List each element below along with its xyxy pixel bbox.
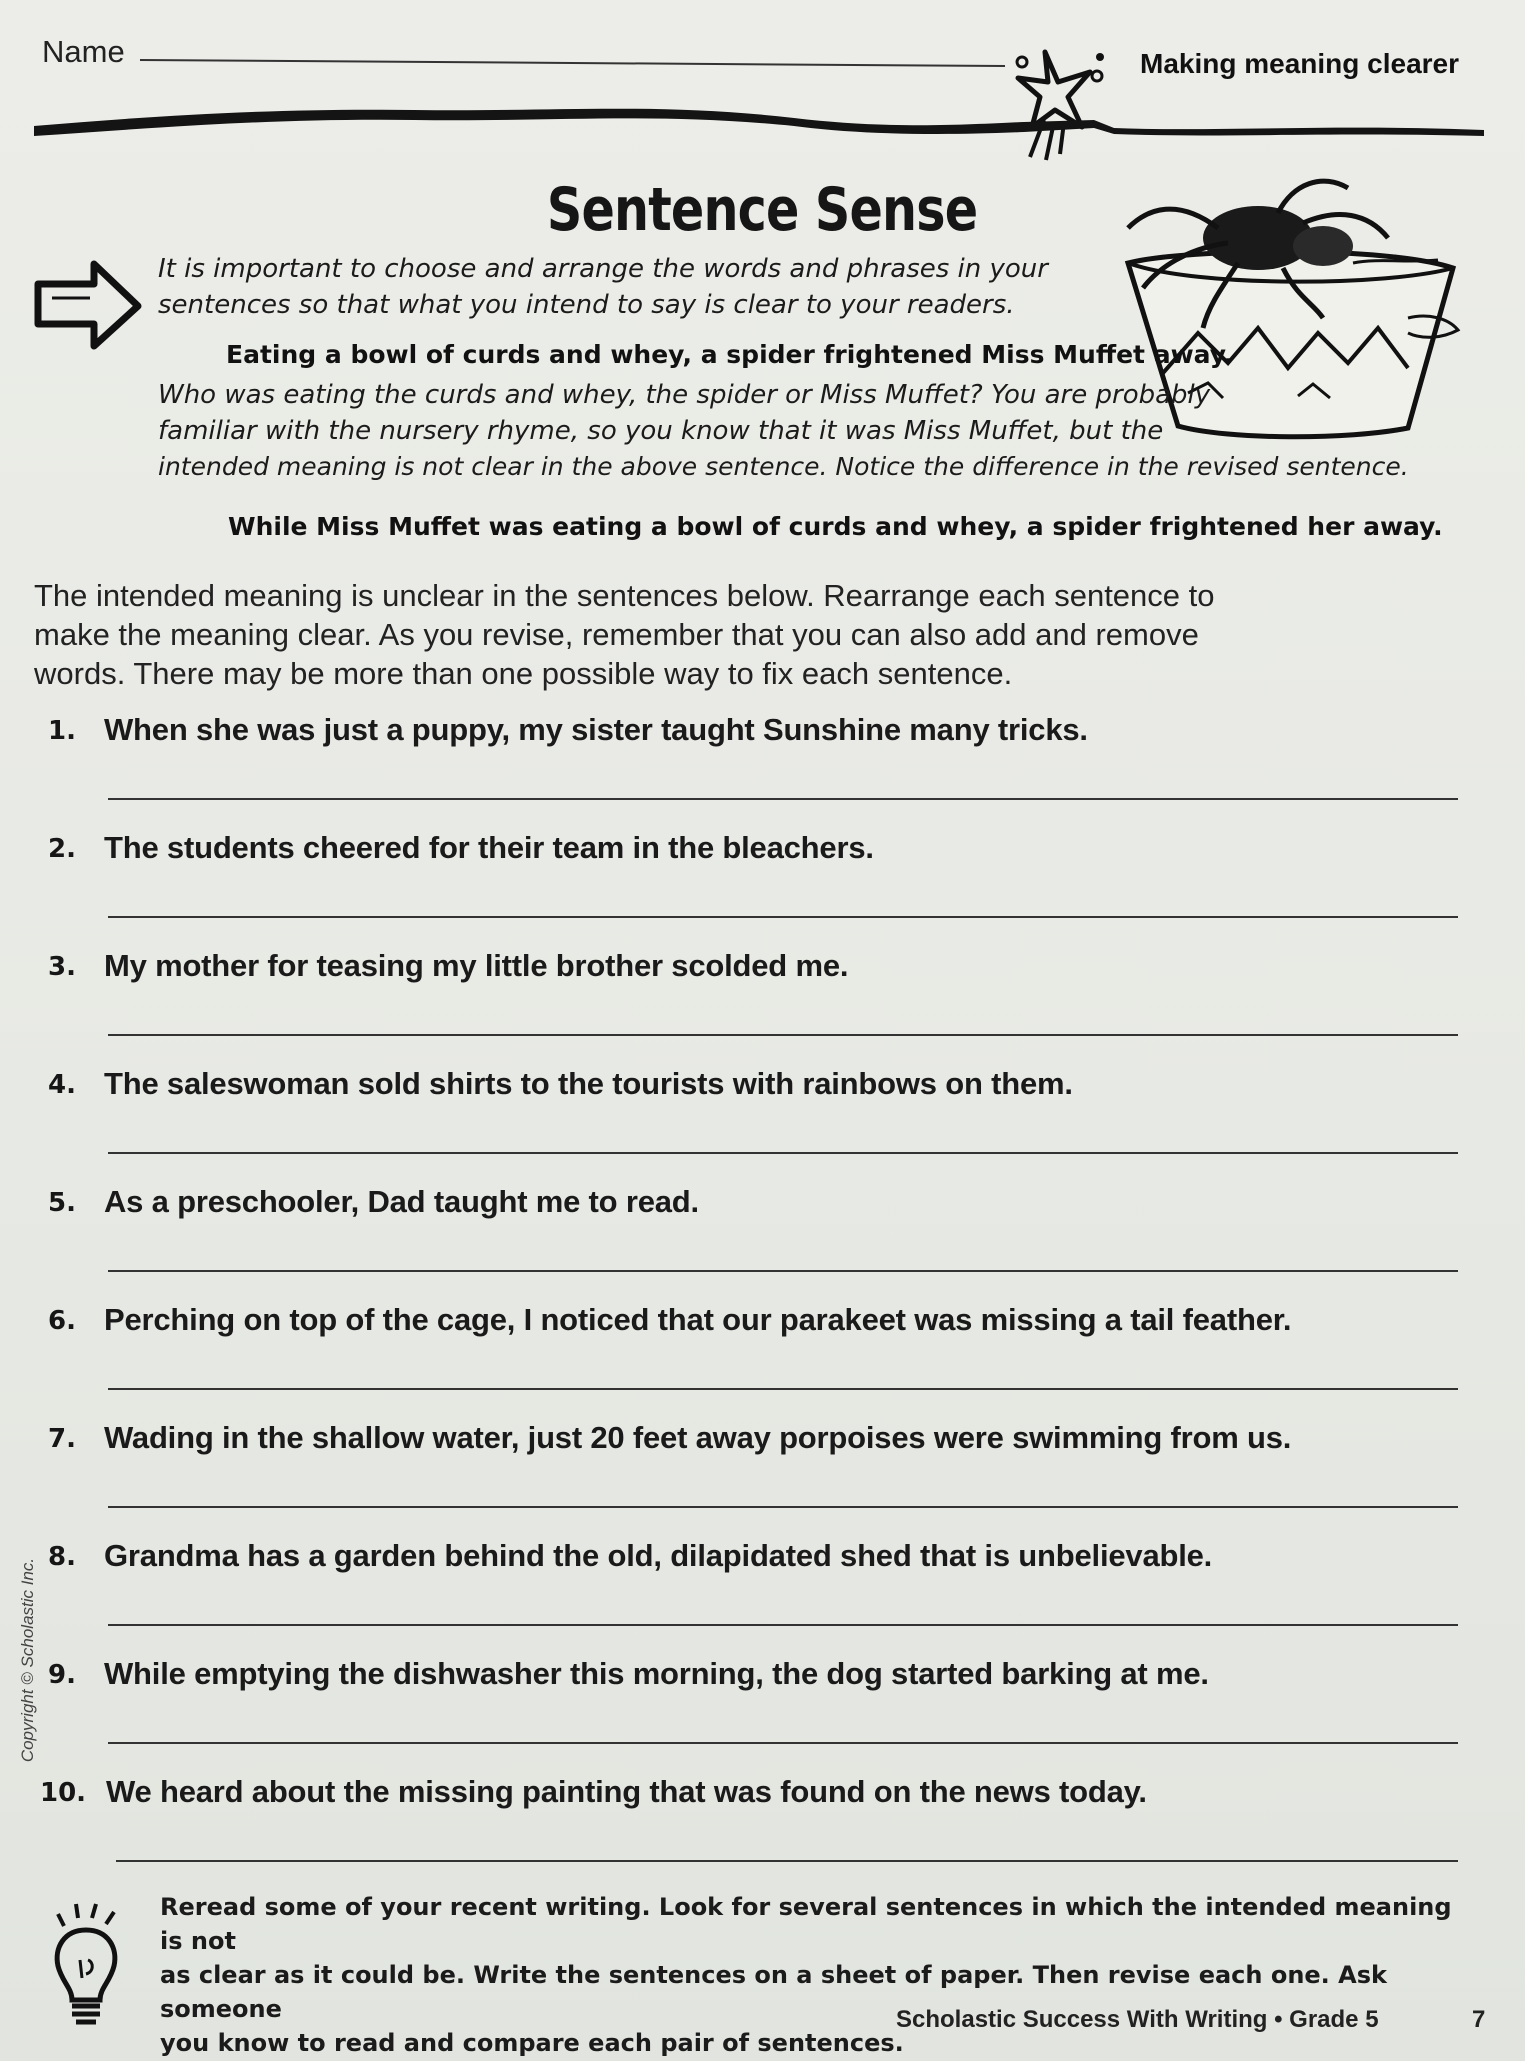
- tip-line-1: Reread some of your recent writing. Look for several sentences in which the intended meaning is not: [160, 1893, 1452, 1955]
- name-label: Name: [42, 34, 125, 69]
- answer-line[interactable]: [108, 1506, 1458, 1508]
- item-sentence: While emptying the dishwasher this morning, the dog started barking at me.: [104, 1656, 1209, 1691]
- item-number: 7.: [48, 1424, 76, 1454]
- intro-line-5: intended meaning is not clear in the above sentence. Notice the difference in the revised sentence.: [158, 452, 1409, 481]
- item-number: 9.: [48, 1660, 76, 1690]
- item-sentence: Grandma has a garden behind the old, dilapidated shed that is unbelievable.: [104, 1538, 1213, 1573]
- intro-line-4: familiar with the nursery rhyme, so you know that it was Miss Muffet, but the: [158, 416, 1164, 446]
- item-sentence: My mother for teasing my little brother scolded me.: [104, 948, 849, 983]
- answer-line[interactable]: [108, 1152, 1458, 1154]
- instructions: [34, 576, 1404, 693]
- intro-line-1: It is important to choose and arrange the words and phrases in your: [158, 254, 1048, 284]
- instructions-line-2: make the meaning clear. As you revise, remember that you can also add and remove: [34, 617, 1199, 652]
- item-number: 6.: [48, 1306, 76, 1336]
- item-number: 2.: [48, 834, 76, 864]
- item-number: 3.: [48, 952, 76, 982]
- instructions-line-1: The intended meaning is unclear in the sentences below. Rearrange each sentence to: [34, 578, 1215, 613]
- answer-line[interactable]: [108, 1034, 1458, 1036]
- item-number: 5.: [48, 1188, 76, 1218]
- page-number: 7: [1472, 2006, 1486, 2033]
- answer-line[interactable]: [108, 1742, 1458, 1744]
- answer-line[interactable]: [108, 1388, 1458, 1390]
- item-number: 8.: [48, 1542, 76, 1572]
- page-title: Sentence Sense: [546, 175, 978, 245]
- item-sentence: Wading in the shallow water, just 20 feet away porpoises were swimming from us.: [104, 1420, 1292, 1455]
- tip-text: [160, 1890, 1480, 2060]
- lightbulb-icon: [50, 1900, 122, 2030]
- topic-label: Making meaning clearer: [1140, 48, 1460, 79]
- header-brush-divider: [34, 88, 1484, 148]
- copyright-notice: Copyright © Scholastic Inc.: [18, 1557, 37, 1763]
- tip-line-3: you know to read and compare each pair of sentences.: [160, 2029, 904, 2057]
- arrow-right-icon: [32, 258, 144, 350]
- answer-line[interactable]: [108, 1624, 1458, 1626]
- item-sentence: When she was just a puppy, my sister taught Sunshine many tricks.: [104, 712, 1088, 747]
- item-number: 10.: [40, 1778, 87, 1808]
- answer-line[interactable]: [108, 916, 1458, 918]
- instructions-line-3: words. There may be more than one possible way to fix each sentence.: [34, 656, 1013, 691]
- item-number: 4.: [48, 1070, 76, 1100]
- item-number: 1.: [48, 716, 76, 746]
- item-sentence: We heard about the missing painting that was found on the news today.: [106, 1774, 1147, 1809]
- answer-line[interactable]: [108, 1270, 1458, 1272]
- example-sentence-unclear: Eating a bowl of curds and whey, a spider frightened Miss Muffet away.: [226, 340, 1234, 369]
- item-sentence: As a preschooler, Dad taught me to read.: [104, 1184, 699, 1219]
- answer-line[interactable]: [116, 1860, 1458, 1862]
- item-sentence: The saleswoman sold shirts to the tourists with rainbows on them.: [104, 1066, 1073, 1101]
- tip-line-2: as clear as it could be. Write the sentences on a sheet of paper. Then revise each one. Ask someone: [160, 1961, 1387, 2023]
- footer-book-title: Scholastic Success With Writing • Grade 5: [896, 2006, 1379, 2033]
- name-input-line[interactable]: [140, 59, 1005, 67]
- item-sentence: The students cheered for their team in the bleachers.: [104, 830, 874, 865]
- item-sentence: Perching on top of the cage, I noticed that our parakeet was missing a tail feather.: [104, 1302, 1292, 1337]
- intro-line-3: Who was eating the curds and whey, the spider or Miss Muffet? You are probably: [158, 380, 1211, 410]
- answer-line[interactable]: [108, 798, 1458, 800]
- intro-line-2: sentences so that what you intend to say is clear to your readers.: [158, 290, 1015, 320]
- example-sentence-revised: While Miss Muffet was eating a bowl of curds and whey, a spider frightened her away.: [228, 512, 1443, 541]
